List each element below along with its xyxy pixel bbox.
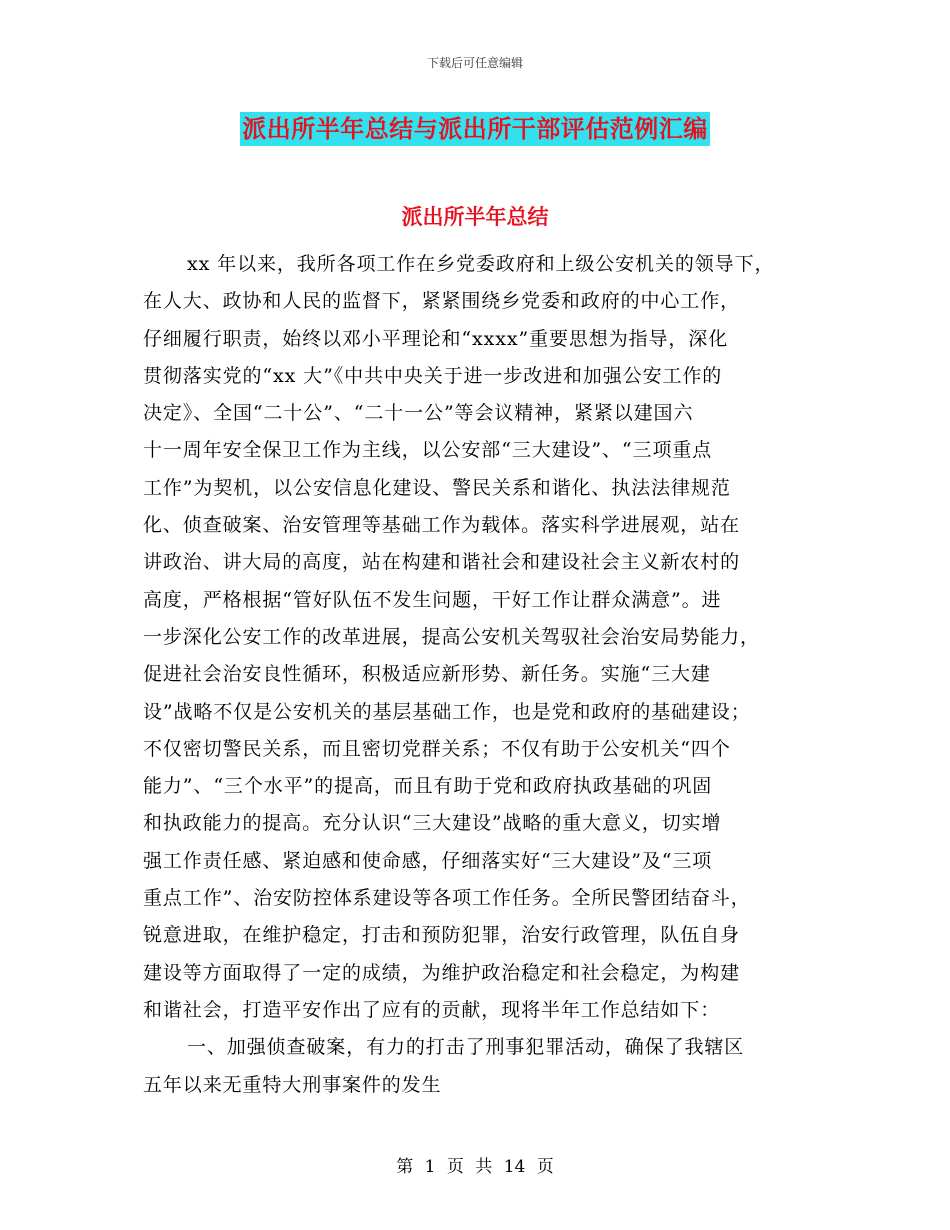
body-line: 决定》、全国“二十公”、“二十一公”等会议精神，紧紧以建国六 bbox=[143, 402, 694, 425]
body-line: 讲政治、讲大局的高度，站在构建和谐社会和建设社会主义新农村的 bbox=[143, 551, 741, 574]
body-line: 建设等方面取得了一定的成绩，为维护政治稳定和社会稳定，为构建 bbox=[143, 961, 741, 984]
section-title: 派出所半年总结 bbox=[401, 204, 549, 229]
header-note: 下载后可任意编辑 bbox=[426, 56, 523, 70]
body-text bbox=[143, 246, 813, 1104]
body-line: 一步深化公安工作的改革进展，提高公安机关驾驭社会治安局势能力， bbox=[143, 625, 760, 648]
body-line: 十一周年安全保卫工作为主线，以公安部“三大建设”、“三项重点 bbox=[143, 439, 713, 462]
body-line: 设”战略不仅是公安机关的基层基础工作，也是党和政府的基础建设； bbox=[143, 700, 751, 723]
body-line: 工作”为契机，以公安信息化建设、警民关系和谐化、执法法律规范 bbox=[143, 476, 731, 499]
body-line: 促进社会治安良性循环，积极适应新形势、新任务。实施“三大建 bbox=[143, 663, 711, 686]
document-title-text: 派出所半年总结与派出所干部评估范例汇编 bbox=[240, 112, 710, 146]
body-line: 能力”、“三个水平”的提高，而且有助于党和政府执政基础的巩固 bbox=[143, 775, 713, 798]
body-line: 化、侦查破案、治安管理等基础工作为载体。落实科学进展观，站在 bbox=[143, 514, 741, 537]
body-line: xx 年以来，我所各项工作在乡党委政府和上级公安机关的领导下， bbox=[187, 253, 775, 275]
page-number-footer: 第 1 页 共 14 页 bbox=[396, 1157, 554, 1177]
body-line: 强工作责任感、紧迫感和使命感，仔细落实好“三大建设”及“三项 bbox=[143, 849, 713, 872]
body-line: 和谐社会，打造平安作出了应有的贡献，现将半年工作总结如下： bbox=[143, 998, 721, 1021]
body-line: 高度，严格根据“管好队伍不发生问题，干好工作让群众满意”。进 bbox=[143, 588, 722, 611]
document-title bbox=[0, 112, 950, 146]
body-line: 在人大、政协和人民的监督下，紧紧围绕乡党委和政府的中心工作， bbox=[143, 290, 741, 313]
body-line: 和执政能力的提高。充分认识“三大建设”战略的重大意义，切实增 bbox=[143, 812, 722, 835]
body-line: 不仅密切警民关系，而且密切党群关系；不仅有助于公安机关“四个 bbox=[143, 737, 731, 760]
body-line: 一、加强侦查破案，有力的打击了刑事犯罪活动，确保了我辖区 bbox=[187, 1036, 745, 1059]
body-line: 仔细履行职责，始终以邓小平理论和“xxxx”重要思想为指导，深化 bbox=[143, 327, 729, 350]
body-line: 重点工作”、治安防控体系建设等各项工作任务。全所民警团结奋斗， bbox=[143, 887, 751, 910]
body-line: 贯彻落实党的“xx 大”《中共中央关于进一步改进和加强公安工作的 bbox=[143, 364, 723, 387]
body-line: 五年以来无重特大刑事案件的发生 bbox=[143, 1073, 442, 1096]
body-line: 锐意进取，在维护稳定，打击和预防犯罪，治安行政管理，队伍自身 bbox=[143, 924, 741, 947]
